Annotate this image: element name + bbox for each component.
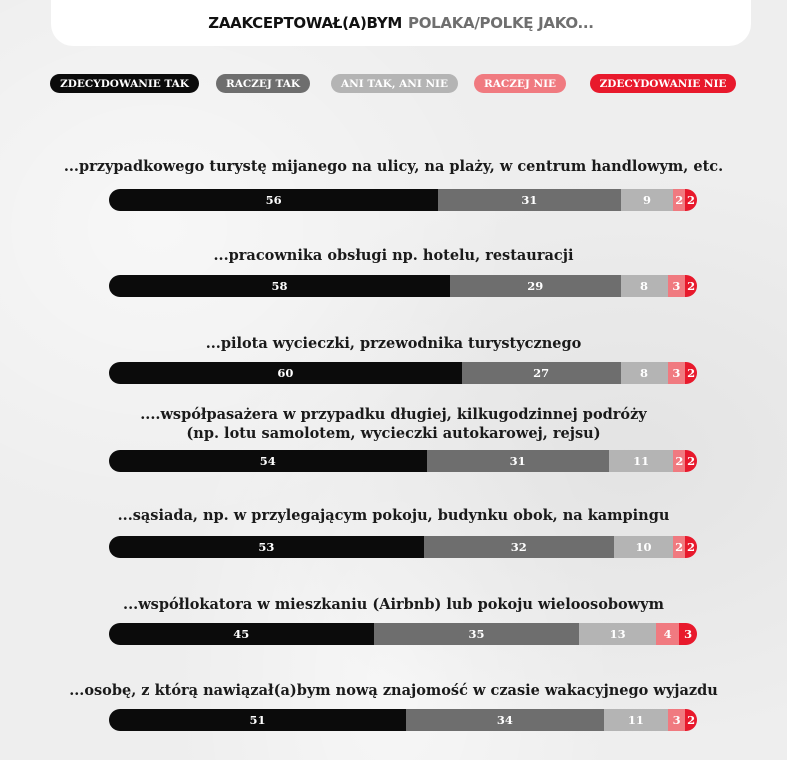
legend-item-3: ANI TAK, ANI NIE: [331, 74, 458, 93]
bar-segment: [668, 362, 686, 384]
data-label: 3: [672, 713, 681, 727]
data-label: 2: [687, 366, 696, 380]
legend-item-4: RACZEJ NIE: [474, 74, 566, 93]
bar-segment: [685, 362, 697, 384]
bar-segment: [621, 362, 668, 384]
data-label: 31: [509, 454, 526, 468]
data-label: 13: [609, 627, 626, 641]
question-label: [60, 681, 727, 700]
bar-segment: [656, 623, 680, 645]
data-label: 2: [687, 279, 696, 293]
data-label: 32: [510, 540, 527, 554]
data-label: 11: [633, 454, 650, 468]
question-label-line: ...sąsiada, np. w przylegającym pokoju, budynku obok, na kampingu: [117, 507, 670, 524]
bar-segment: [609, 450, 674, 472]
bar-segment: [621, 189, 674, 211]
bar-segment: [679, 623, 697, 645]
question-label-line: (np. lotu samolotem, wycieczki autokarowej, rejsu): [186, 425, 601, 442]
question-label-line: ...pilota wycieczki, przewodnika turystycznego: [205, 335, 582, 352]
question-label-line: ....współpasażera w przypadku długiej, kilkugodzinnej podróży: [140, 406, 647, 423]
bar-segment: [621, 275, 668, 297]
question-label: [60, 157, 727, 176]
question-label: [60, 246, 727, 265]
data-label: 45: [233, 627, 250, 641]
data-label: 10: [635, 540, 652, 554]
data-label: 56: [265, 193, 282, 207]
data-label: 8: [640, 279, 649, 293]
data-label: 2: [675, 454, 684, 468]
title-rest: POLAKA/POLKĘ JAKO...: [408, 14, 594, 32]
legend-item-1: ZDECYDOWANIE TAK: [50, 74, 199, 93]
bar-segment: [427, 450, 609, 472]
data-label: 58: [271, 279, 288, 293]
bar-segment: [424, 536, 614, 558]
data-label: 29: [527, 279, 544, 293]
bar-segment: [668, 709, 685, 731]
bar-segment: [374, 623, 580, 645]
data-label: 51: [249, 713, 266, 727]
bar-segment: [109, 709, 406, 731]
bar-segment: [685, 709, 697, 731]
data-label: 53: [258, 540, 275, 554]
bar-segment: [462, 362, 621, 384]
bar-row: [109, 362, 697, 384]
data-label: 3: [684, 627, 693, 641]
data-label: 2: [675, 540, 684, 554]
data-label: 2: [687, 454, 696, 468]
bar-segment: [685, 536, 697, 558]
question-label-line: ...osobę, z którą nawiązał(a)bym nową znajomość w czasie wakacyjnego wyjazdu: [69, 682, 718, 699]
legend-item-2: RACZEJ TAK: [216, 74, 310, 93]
bar-row: [109, 189, 697, 211]
bar-segment: [668, 275, 686, 297]
data-label: 35: [468, 627, 485, 641]
question-label-line: ...współlokatora w mieszkaniu (Airbnb) lub pokoju wieloosobowym: [123, 596, 664, 613]
data-label: 2: [687, 713, 696, 727]
legend: [0, 74, 787, 94]
bar-segment: [109, 189, 438, 211]
bar-segment: [604, 709, 668, 731]
bar-row: [109, 275, 697, 297]
bar-segment: [438, 189, 620, 211]
bar-segment: [614, 536, 673, 558]
bar-row: [109, 623, 697, 645]
data-label: 34: [496, 713, 513, 727]
question-label: [60, 506, 727, 525]
bar-segment: [406, 709, 604, 731]
bar-segment: [673, 189, 685, 211]
data-label: 11: [627, 713, 644, 727]
chart-title: [51, 0, 751, 46]
bar-segment: [673, 536, 685, 558]
data-label: 54: [259, 454, 276, 468]
bar-segment: [450, 275, 621, 297]
bar-row: [109, 709, 697, 731]
bar-segment: [685, 189, 697, 211]
question-label: [60, 334, 727, 353]
bar-row: [109, 536, 697, 558]
bar-segment: [109, 275, 450, 297]
bar-segment: [673, 450, 685, 472]
data-label: 8: [640, 366, 649, 380]
question-label-line: ...przypadkowego turystę mijanego na ulicy, na plaży, w centrum handlowym, etc.: [63, 158, 724, 175]
question-label-line: ...pracownika obsługi np. hotelu, restauracji: [213, 247, 574, 264]
data-label: 31: [521, 193, 538, 207]
bar-segment: [109, 450, 427, 472]
data-label: 9: [642, 193, 651, 207]
data-label: 3: [672, 366, 681, 380]
bar-segment: [109, 623, 374, 645]
legend-item-5: ZDECYDOWANIE NIE: [590, 74, 736, 93]
data-label: 60: [277, 366, 294, 380]
data-label: 2: [675, 193, 684, 207]
bar-segment: [579, 623, 655, 645]
data-label: 27: [533, 366, 550, 380]
title-main: ZAAKCEPTOWAŁ(A)BYM: [208, 14, 403, 32]
bar-segment: [685, 450, 697, 472]
bar-segment: [109, 536, 424, 558]
data-label: 2: [687, 193, 696, 207]
data-label: 3: [672, 279, 681, 293]
bar-segment: [109, 362, 462, 384]
data-label: 4: [663, 627, 672, 641]
question-label: [60, 595, 727, 614]
bar-segment: [685, 275, 697, 297]
question-label: [60, 405, 727, 443]
bar-row: [109, 450, 697, 472]
data-label: 2: [687, 540, 696, 554]
